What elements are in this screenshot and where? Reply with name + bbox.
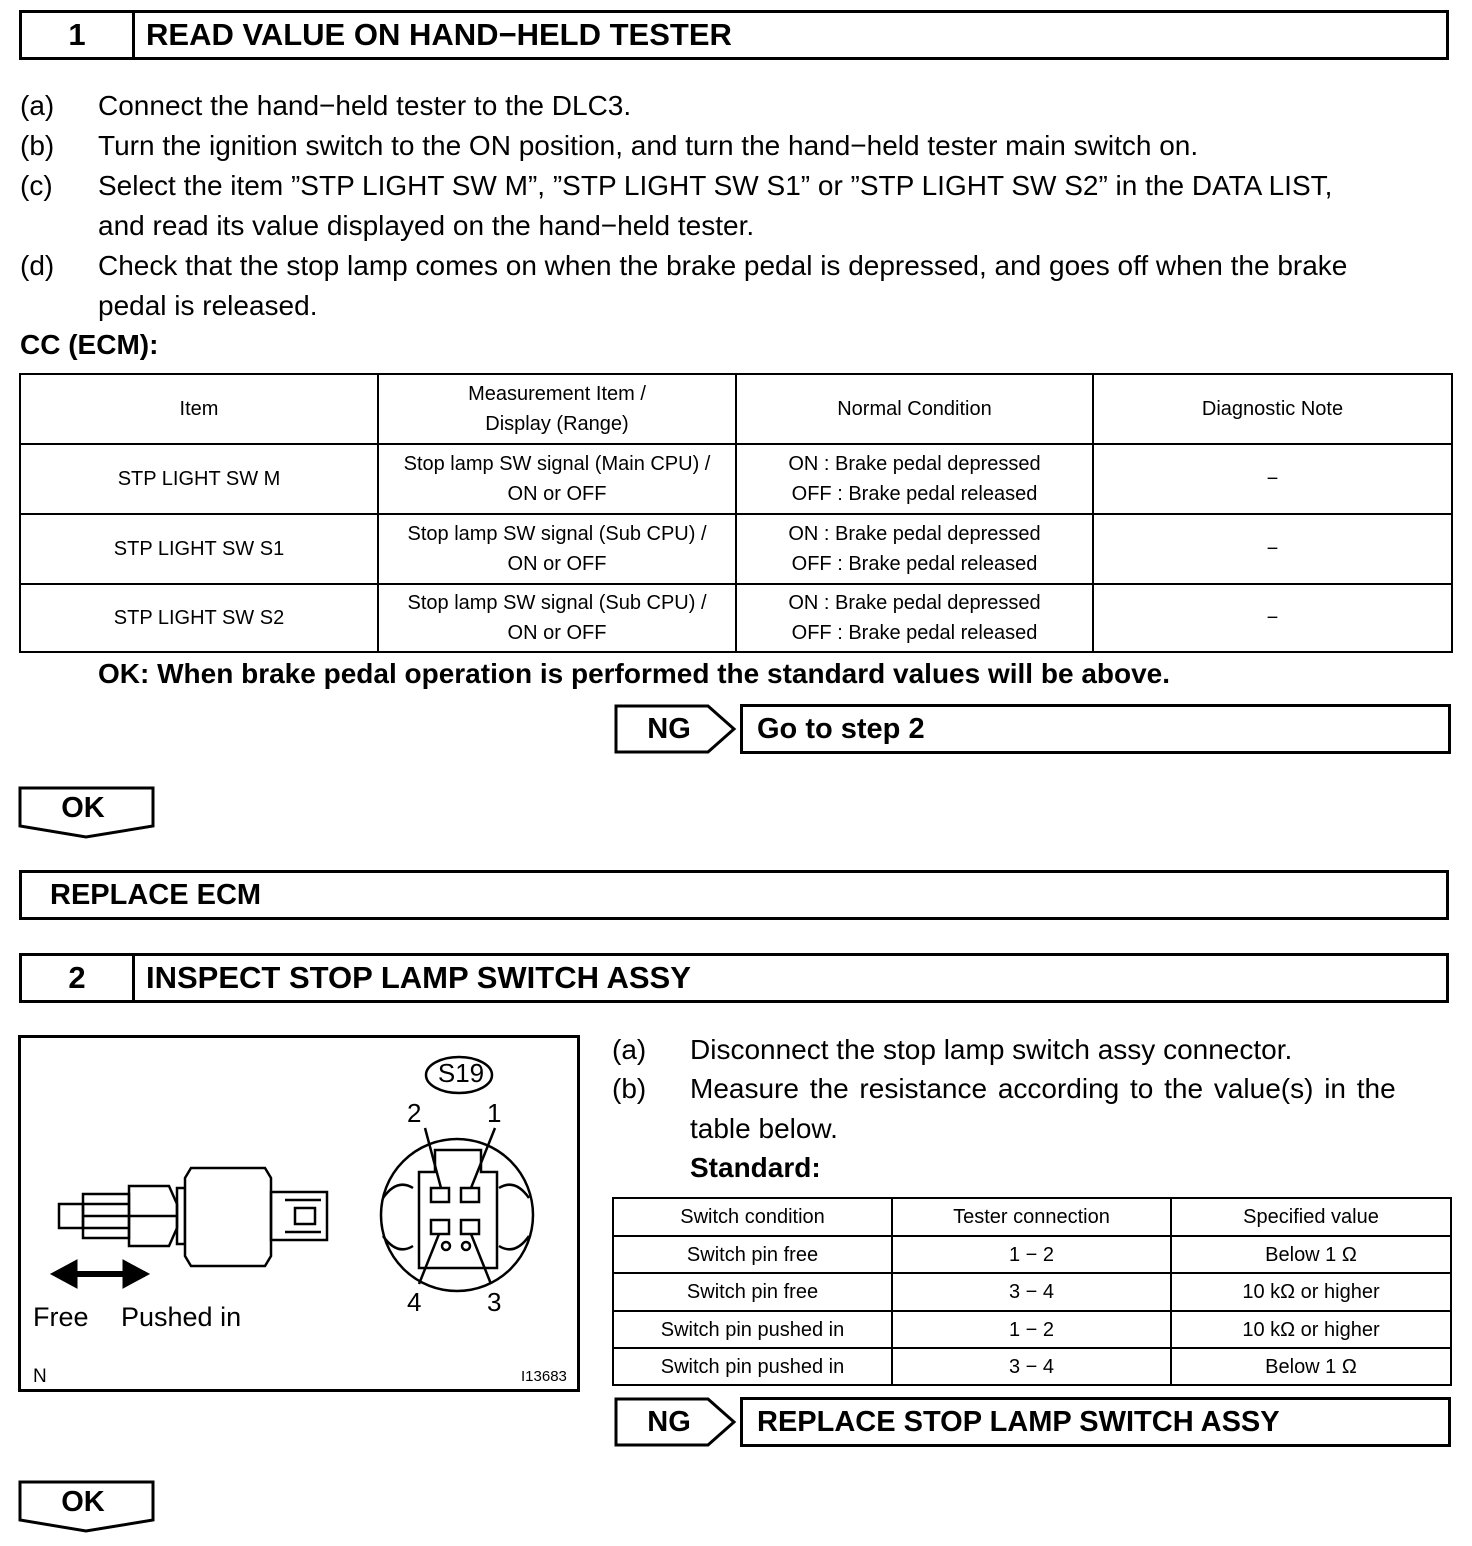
header-diagnostic-note: Diagnostic Note xyxy=(1093,374,1452,444)
ng-label: NG xyxy=(647,1405,691,1438)
ok-label: OK xyxy=(61,1485,105,1518)
standard-label: Standard: xyxy=(690,1152,821,1183)
resistance-standard-table xyxy=(612,1197,1452,1386)
ng-route-step-1[interactable] xyxy=(614,704,1451,754)
go-to-step-2-link[interactable]: Go to step 2 xyxy=(740,704,1451,754)
ok-route-step-2[interactable] xyxy=(18,1480,156,1534)
switch-connector-figure xyxy=(18,1035,580,1392)
table-row: STP LIGHT SW M Stop lamp SW signal (Main CPU) / ON or OFF ON : Brake pedal depressed OFF : Brake pedal released − xyxy=(20,444,1452,514)
figure-corner-label: N xyxy=(33,1366,47,1387)
ng-route-step-2[interactable] xyxy=(614,1397,1451,1447)
table-row: Switch pin pushed in 1 − 2 10 kΩ or higher xyxy=(613,1311,1451,1348)
pin-2-label: 2 xyxy=(407,1098,422,1128)
step-2-header xyxy=(19,953,1449,1003)
figure-code: I13683 xyxy=(521,1368,567,1385)
ok-note: OK: When brake pedal operation is performed the standard values will be above. xyxy=(98,658,1171,689)
ok-label: OK xyxy=(61,791,105,824)
pushed-in-label: Pushed in xyxy=(121,1302,242,1332)
table-row: STP LIGHT SW S1 Stop lamp SW signal (Sub CPU) / ON or OFF ON : Brake pedal depressed OFF : Brake pedal released − xyxy=(20,514,1452,584)
pin-1-label: 1 xyxy=(487,1098,502,1128)
ecm-data-table xyxy=(19,373,1453,653)
free-label: Free xyxy=(33,1302,89,1332)
header-normal-condition: Normal Condition xyxy=(736,374,1093,444)
step-1-number: 1 xyxy=(22,13,135,57)
replace-stop-lamp-switch-link[interactable]: REPLACE STOP LAMP SWITCH ASSY xyxy=(740,1397,1451,1447)
table-row: STP LIGHT SW S2 Stop lamp SW signal (Sub CPU) / ON or OFF ON : Brake pedal depressed OFF : Brake pedal released − xyxy=(20,584,1452,652)
step-1-title: READ VALUE ON HAND−HELD TESTER xyxy=(146,17,732,52)
connector-id-label: S19 xyxy=(437,1058,485,1088)
step-2-number: 2 xyxy=(22,956,135,1000)
ok-route-step-1[interactable] xyxy=(18,786,156,840)
table-row: Switch pin free 3 − 4 10 kΩ or higher xyxy=(613,1273,1451,1311)
table-row: Switch pin free 1 − 2 Below 1 Ω xyxy=(613,1236,1451,1273)
pin-3-label: 3 xyxy=(487,1287,502,1317)
table-header-row: Switch condition Tester connection Specified value xyxy=(613,1198,1451,1236)
step-2-title: INSPECT STOP LAMP SWITCH ASSY xyxy=(146,960,691,995)
table-title: CC (ECM): xyxy=(20,329,159,360)
header-measurement: Measurement Item / Display (Range) xyxy=(378,374,736,444)
ng-label: NG xyxy=(647,712,691,745)
table-header-row xyxy=(20,374,1452,444)
stop-lamp-switch-diagram xyxy=(21,1038,577,1389)
pin-4-label: 4 xyxy=(407,1287,422,1317)
table-row: Switch pin pushed in 3 − 4 Below 1 Ω xyxy=(613,1348,1451,1385)
replace-ecm-box: REPLACE ECM xyxy=(19,870,1449,920)
step-1-header xyxy=(19,10,1449,60)
header-item: Item xyxy=(20,374,378,444)
